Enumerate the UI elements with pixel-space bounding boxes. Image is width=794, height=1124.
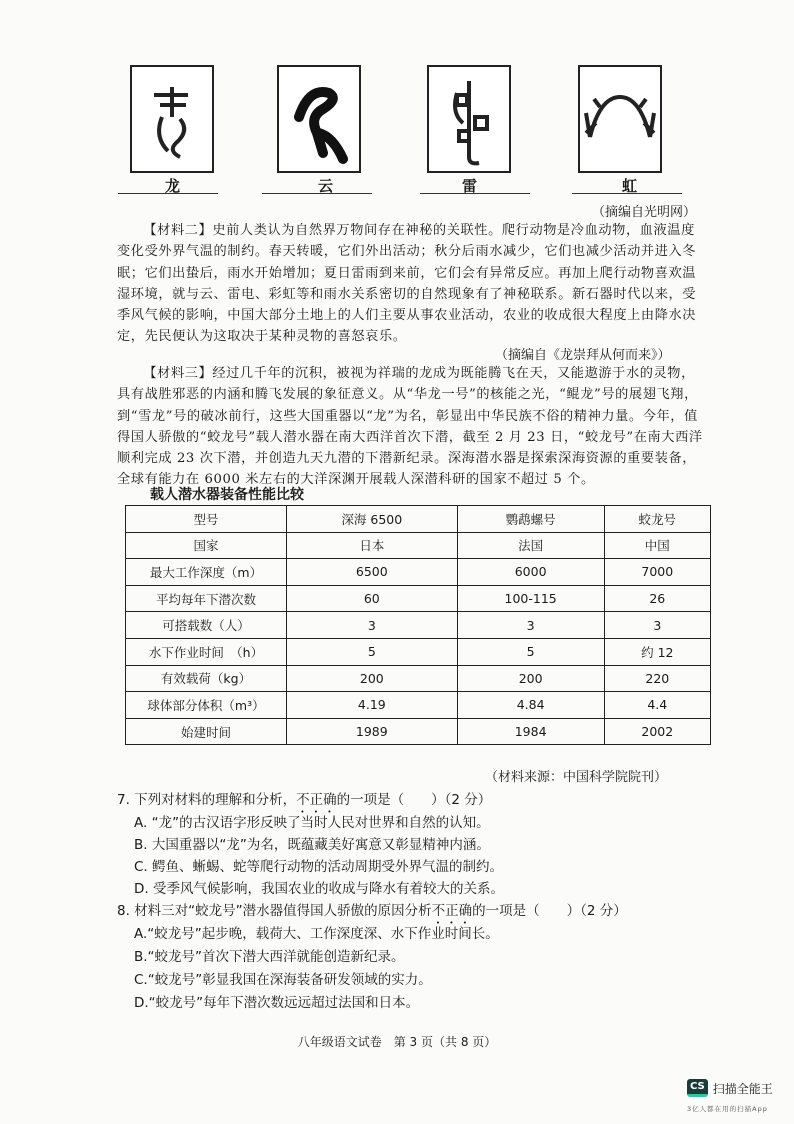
watermark-tagline: 3亿人都在用的扫描App xyxy=(687,1105,768,1113)
table-row xyxy=(126,718,711,745)
table-cell: 3 xyxy=(457,612,604,639)
table-cell: 60 xyxy=(287,585,458,612)
material-three: 【材料三】经过几千年的沉积，被视为祥瑞的龙成为既能腾飞在天，又能遨游于水的灵物，具有战胜邪恶的内涵和腾飞发展的象征意义。从“华龙一号”的核能之光，“鲲龙”号的展翅飞翔，到“雪龙”号的破冰前行，这些大国重器以“龙”为名，彰显出中华民族不俗的精神力量。今年，值得国人骄傲的“蛟龙号”载人潜水器在南大西洋首次下潜，截至 2 月 23 日，“蛟龙号”在南大西洋顺利完成 23 次下潜，并创造九天九潜的下潜新纪录。深海潜水器是探索深海资源的重要装备，全球有能力在 6000 米左右的大洋深渊开展载人深潜科研的国家不超过 5 个。 xyxy=(117,366,703,488)
table-cell: 中国 xyxy=(604,532,710,559)
table-cell: 深海 6500 xyxy=(287,506,458,533)
table-cell: 26 xyxy=(604,585,710,612)
table-cell: 6500 xyxy=(287,559,458,586)
table-cell: 球体部分体积（m³） xyxy=(126,692,287,719)
table-cell: 2002 xyxy=(604,718,710,745)
scanner-watermark xyxy=(687,1079,773,1097)
table-cell: 约 12 xyxy=(604,638,710,665)
table-cell: 法国 xyxy=(457,532,604,559)
table-row xyxy=(126,665,711,692)
table-cell: 3 xyxy=(287,612,458,639)
table-cell: 200 xyxy=(287,665,458,692)
oracle-glyph-long xyxy=(130,65,214,173)
table-caption: 载人潜水器装备性能比较 xyxy=(150,487,304,503)
table-cell: 3 xyxy=(604,612,710,639)
table-cell: 200 xyxy=(457,665,604,692)
q7-option-c: C. 鳄鱼、蜥蜴、蛇等爬行动物的活动周期受外界气温的制约。 xyxy=(134,859,504,875)
watermark-name: 扫描全能王 xyxy=(712,1081,773,1096)
table-cell: 6000 xyxy=(457,559,604,586)
table-row xyxy=(126,532,711,559)
table-cell: 7000 xyxy=(604,559,710,586)
table-header-row xyxy=(126,506,711,533)
table-cell: 1984 xyxy=(457,718,604,745)
table-row xyxy=(126,692,711,719)
glyph-label: 龙 xyxy=(165,177,181,195)
table-cell: 5 xyxy=(287,638,458,665)
submersible-comparison-table xyxy=(125,505,711,745)
camscanner-logo-icon: CS xyxy=(687,1079,708,1097)
table-cell: 平均每年下潜次数 xyxy=(126,585,287,612)
q8-option-a: A.“蛟龙号”起步晚，载荷大、工作深度深、水下作业时间长。 xyxy=(134,926,499,942)
oracle-glyph-lei xyxy=(427,65,511,173)
glyph-label: 云 xyxy=(318,177,334,195)
table-cell: 4.84 xyxy=(457,692,604,719)
table-row xyxy=(126,585,711,612)
emphasized-text: 不正确 xyxy=(296,792,337,808)
emphasized-text: 不正确 xyxy=(431,903,473,919)
table-row xyxy=(126,638,711,665)
oracle-glyph-hong xyxy=(578,65,662,173)
q8-option-d: D.“蛟龙号”每年下潜次数远远超过法国和日本。 xyxy=(134,995,420,1011)
q8-option-c: C.“蛟龙号”彰显我国在深海装备研发领域的实力。 xyxy=(134,972,432,988)
table-cell: 220 xyxy=(604,665,710,692)
table-cell: 型号 xyxy=(126,506,287,533)
q7-option-d: D. 受季风气候影响，我国农业的收成与降水有着较大的关系。 xyxy=(134,881,504,897)
table-cell: 最大工作深度（m） xyxy=(126,559,287,586)
glyph-label: 雷 xyxy=(462,177,478,195)
q8-option-b: B.“蛟龙号”首次下潜大西洋就能创造新纪录。 xyxy=(134,949,405,965)
table-cell: 国家 xyxy=(126,532,287,559)
table-row xyxy=(126,612,711,639)
table-cell: 4.19 xyxy=(287,692,458,719)
table-source: （材料来源：中国科学院院刊） xyxy=(485,770,668,785)
question-text: 的一项是（ ）（2 分） xyxy=(472,903,627,919)
q7-option-b: B. 大国重器以“龙”为名，既蕴藏美好寓意又彰显精神内涵。 xyxy=(134,837,490,853)
table-cell: 5 xyxy=(457,638,604,665)
table-cell: 鹦鹉螺号 xyxy=(457,506,604,533)
label-underline xyxy=(262,193,372,194)
table-cell: 水下作业时间 （h） xyxy=(126,638,287,665)
glyph-label: 虹 xyxy=(622,177,638,195)
material-two: 【材料二】史前人类认为自然界万物间存在神秘的关联性。爬行动物是冷血动物，血液温度变化受外界气温的制约。春天转暖，它们外出活动；秋分后雨水减少，它们也减少活动并进入冬眠；它们出蛰后，雨水开始增加；夏日雷雨到来前，它们会有异常反应。再加上爬行动物喜欢温湿环境，就与云、雷电、彩虹等和雨水关系密切的自然现象有了神秘联系。新石器时代以来，受季风气候的影响，中国大部分土地上的人们主要从事农业活动，农业的收成很大程度上由降水决定，先民便认为这取决于某种灵物的喜怒哀乐。 xyxy=(117,223,697,345)
table-cell: 1989 xyxy=(287,718,458,745)
table-row xyxy=(126,559,711,586)
table-cell: 始建时间 xyxy=(126,718,287,745)
table-cell: 有效载荷（kg） xyxy=(126,665,287,692)
question-text: 7. 下列对材料的理解和分析， xyxy=(117,792,297,808)
source-citation: （摘编自光明网） xyxy=(592,205,697,220)
table-cell: 100-115 xyxy=(457,585,604,612)
table-cell: 蛟龙号 xyxy=(604,506,710,533)
table-cell: 4.4 xyxy=(604,692,710,719)
table-cell: 日本 xyxy=(287,532,458,559)
question-text: 的一项是（ ）（2 分） xyxy=(336,792,492,808)
q7-option-a: A. “龙”的古汉语字形反映了当时人民对世界和自然的认知。 xyxy=(134,815,490,831)
table-cell: 可搭载数（人） xyxy=(126,612,287,639)
page-footer: 八年级语文试卷 第 3 页（共 8 页） xyxy=(297,1035,497,1049)
source-citation: （摘编自《龙崇拜从何而来》） xyxy=(495,348,671,363)
question-text: 8. 材料三对“蛟龙号”潜水器值得国人骄傲的原因分析 xyxy=(117,903,432,919)
oracle-glyph-yun xyxy=(277,65,361,173)
